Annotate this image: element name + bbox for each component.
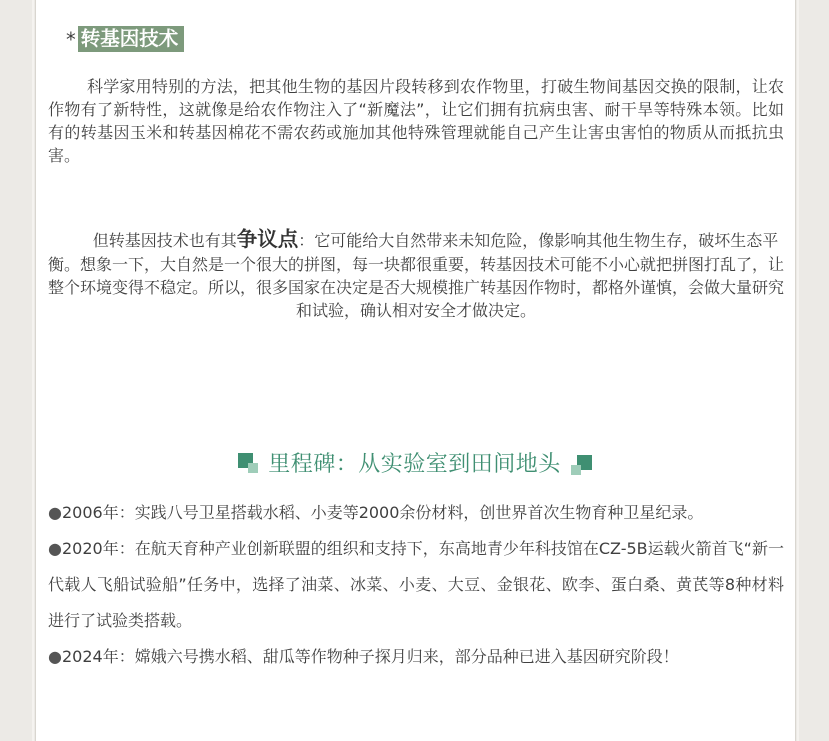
paragraph-controversy [48, 222, 784, 321]
milestone-list [48, 495, 784, 675]
section-heading-text: 里程碑：从实验室到田间地头 [268, 451, 561, 477]
square-ornament-icon [234, 449, 260, 475]
tag-star: * [66, 27, 76, 51]
section-heading [0, 444, 829, 480]
square-ornament-icon [569, 449, 595, 475]
controversy-before: 但转基因技术也有其 [92, 231, 237, 250]
controversy-after: ：它可能给大自然带来未知危险，像影响其他生物生存，破坏生态平衡。想象一下，大自然是一个很大的拼图，每一块都很重要，转基因技术可能不小心就把拼图打乱了，让整个环境变得不稳定。所以，很多国家在决定是否大规模推广转基因作物时，都格外谨慎，会做大量研究和试验，确认相对安全才做决定。 [48, 231, 785, 320]
list-item [48, 531, 784, 639]
section-tag [66, 25, 184, 53]
bullet-icon: ● [48, 503, 62, 522]
page-frame-left [0, 0, 36, 741]
page-frame-right [795, 0, 829, 741]
milestone-text: 2020年：在航天育种产业创新联盟的组织和支持下，东高地青少年科技馆在CZ-5B运载火箭首飞“新一代载人飞船试验船”任务中，选择了油菜、冰菜、小麦、大豆、金银花、欧李、蛋白桑、黄芪等8种材料进行了试验类搭载。 [48, 539, 784, 630]
bullet-icon: ● [48, 647, 62, 666]
bullet-icon: ● [48, 539, 62, 558]
paragraph-transgenic-intro: 科学家用特别的方法，把其他生物的基因片段转移到农作物里，打破生物间基因交换的限制，让农作物有了新特性，这就像是给农作物注入了“新魔法”，让它们拥有抗病虫害、耐干旱等特殊本领。比如有的转基因玉米和转基因棉花不需农药或施加其他特殊管理就能自己产生让害虫害怕的物质从而抵抗虫害。 [48, 77, 784, 165]
milestone-text: 2006年：实践八号卫星搭载水稻、小麦等2000余份材料，创世界首次生物育种卫星纪录。 [61, 503, 704, 522]
list-item [48, 639, 784, 675]
milestone-text: 2024年：嫦娥六号携水稻、甜瓜等作物种子探月归来，部分品种已进入基因研究阶段！ [61, 647, 679, 666]
list-item [48, 495, 784, 531]
controversy-emphasis: 争议点 [236, 227, 299, 251]
tag-label: 转基因技术 [78, 26, 185, 52]
